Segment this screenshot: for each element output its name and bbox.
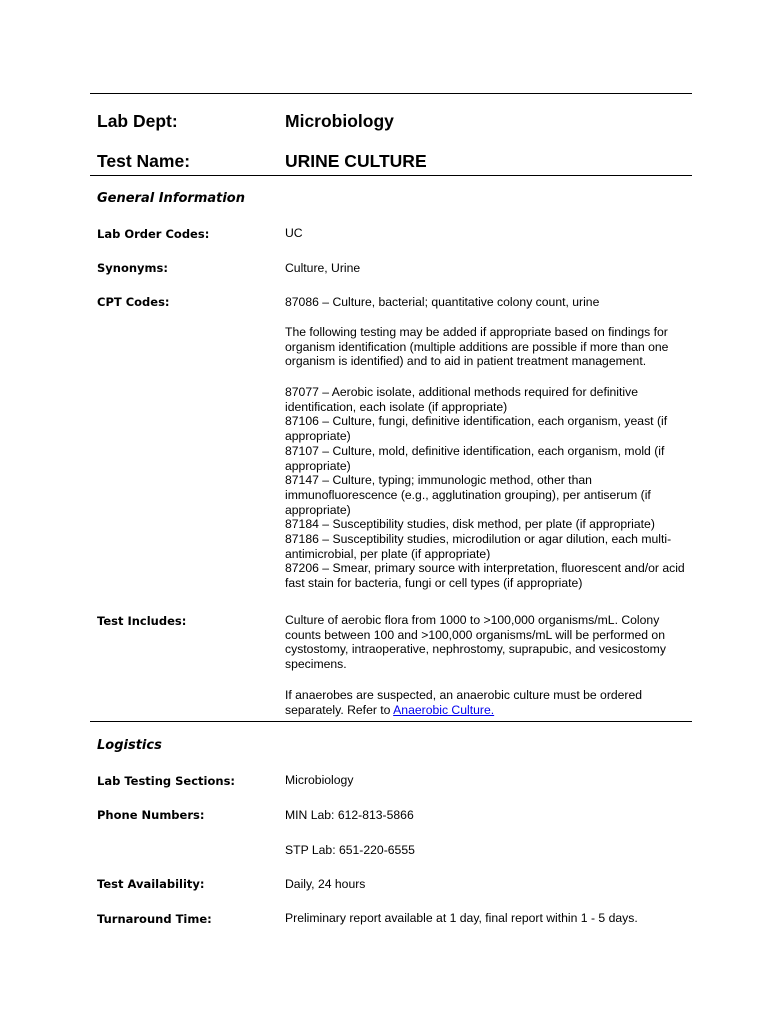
general-information-divider	[90, 721, 692, 722]
cpt-additional-item: 87077 – Aerobic isolate, additional methods required for definitive identification, each isolate (if appropriate)	[285, 385, 638, 414]
cpt-note: The following testing may be added if appropriate based on findings for organism identification (multiple additions are possible if more than one organism is identified) and to aid in patient treatment management.	[285, 325, 669, 369]
lab-dept-label: Lab Dept:	[97, 111, 178, 131]
phone-numbers-label: Phone Numbers:	[97, 808, 205, 822]
lab-testing-sections-value: Microbiology	[285, 773, 354, 787]
cpt-additional-item: 87184 – Susceptibility studies, disk method, per plate (if appropriate)	[285, 517, 655, 532]
header-divider	[90, 175, 692, 176]
cpt-additional-item: 87186 – Susceptibility studies, microdilution or agar dilution, each multi-antimicrobial, per plate (if appropriate)	[285, 532, 672, 561]
lab-dept-value: Microbiology	[285, 111, 394, 131]
cpt-additional-list	[285, 385, 689, 591]
cpt-additional-item: 87147 – Culture, typing; immunologic method, other than immunofluorescence (e.g., agglutination grouping), per antiserum (if appropriate)	[285, 473, 651, 517]
test-name-label: Test Name:	[97, 151, 191, 171]
anaerobe-note	[285, 688, 689, 717]
phone-stp-lab: STP Lab: 651-220-6555	[285, 843, 415, 857]
test-includes-text: Culture of aerobic flora from 1000 to >100,000 organisms/mL. Colony counts between 100 and >100,000 organisms/mL will be performed on cystostomy, intraoperative, nephrostomy, suprapubic, and vesicostomy specimens.	[285, 613, 666, 672]
turnaround-time-value: Preliminary report available at 1 day, final report within 1 - 5 days.	[285, 911, 638, 925]
cpt-additional-item: 87206 – Smear, primary source with interpretation, fluorescent and/or acid fast stain for bacteria, fungi or cell types (if appropriate)	[285, 561, 685, 591]
test-name-value: URINE CULTURE	[285, 151, 427, 171]
top-divider	[90, 93, 692, 94]
lab-order-codes-label: Lab Order Codes:	[97, 227, 210, 241]
synonyms-value: Culture, Urine	[285, 261, 361, 275]
test-availability-value: Daily, 24 hours	[285, 877, 366, 891]
anaerobe-note-text: If anaerobes are suspected, an anaerobic culture must be ordered separately. Refer to	[285, 688, 643, 717]
phone-min-lab: MIN Lab: 612-813-5866	[285, 808, 414, 822]
lab-testing-sections-label: Lab Testing Sections:	[97, 774, 236, 788]
test-availability-label: Test Availability:	[97, 877, 205, 891]
cpt-codes-label: CPT Codes:	[97, 295, 170, 309]
synonyms-label: Synonyms:	[97, 261, 168, 275]
logistics-heading: Logistics	[97, 738, 162, 753]
cpt-additional-item: 87106 – Culture, fungi, definitive identification, each organism, yeast (if appropriate)	[285, 414, 668, 444]
cpt-primary-code: 87086 – Culture, bacterial; quantitative colony count, urine	[285, 295, 600, 309]
cpt-additional-item: 87107 – Culture, mold, definitive identification, each organism, mold (if appropriate)	[285, 443, 665, 473]
test-includes-label: Test Includes:	[97, 614, 187, 628]
anaerobic-culture-link[interactable]: Anaerobic Culture.	[393, 702, 495, 717]
general-information-heading: General Information	[97, 191, 245, 206]
lab-order-codes-value: UC	[285, 226, 303, 240]
turnaround-time-label: Turnaround Time:	[97, 912, 212, 926]
